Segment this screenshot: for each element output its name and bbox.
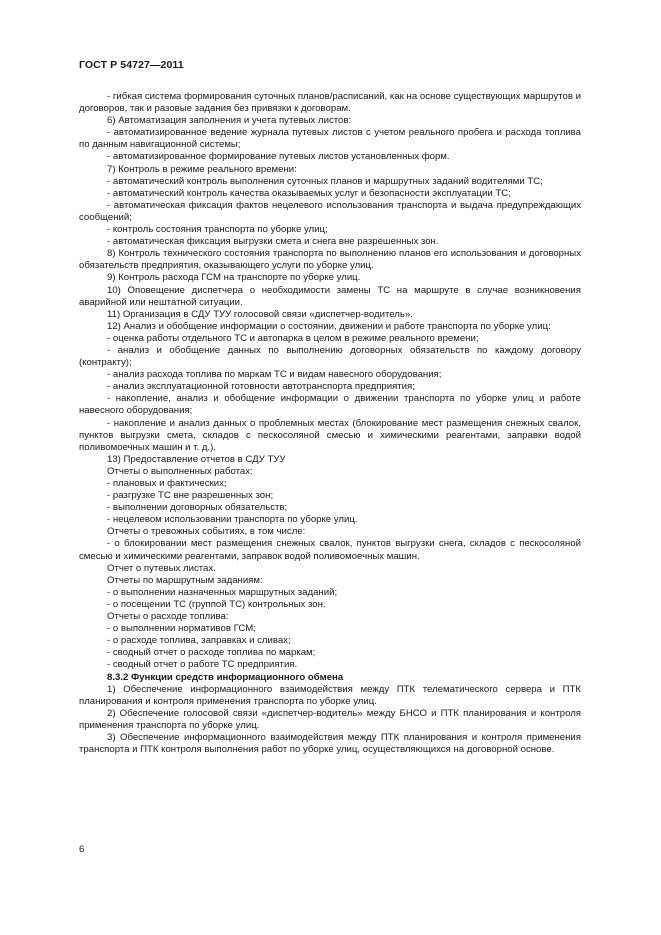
paragraph: - автоматическая фиксация фактов нецелевого использования транспорта и выдача предупреждающих сообщений; bbox=[79, 199, 581, 223]
paragraph: 11) Организация в СДУ ТУУ голосовой связи «диспетчер-водитель». bbox=[107, 308, 413, 320]
paragraph: - разгрузке ТС вне разрешенных зон; bbox=[107, 490, 274, 502]
paragraph: 8) Контроль технического состояния транспорта по выполнению планов его использования и договорных обязательств предприятия, оказывающего услуги по уборке улиц. bbox=[79, 248, 581, 272]
paragraph: - анализ эксплуатационной готовности автотранспорта предприятия; bbox=[107, 381, 415, 393]
paragraph: - автоматическая фиксация выгрузки смета и снега вне разрешенных зон. bbox=[107, 236, 439, 248]
paragraph: - анализ и обобщение данных по выполнению договорных обязательств по каждому договору (контракту); bbox=[79, 344, 581, 369]
paragraph: - контроль состояния транспорта по уборке улиц; bbox=[107, 224, 328, 236]
paragraph: 3) Обеспечение информационного взаимодействия между ПТК планирования и контроля применения транспорта и ПТК контроля выполнения работ по уборке улиц, осуществляющихся на договорной основе. bbox=[79, 731, 581, 756]
paragraph: 6) Автоматизация заполнения и учета путевых листов: bbox=[107, 115, 352, 127]
paragraph: - гибкая система формирования суточных планов/расписаний, как на основе существующих маршрутов и договоров, так и разовые задания без привязки к договорам. bbox=[79, 91, 581, 115]
paragraph: Отчеты о тревожных событиях, в том числе: bbox=[107, 526, 306, 538]
paragraph: 9) Контроль расхода ГСМ на транспорте по уборке улиц. bbox=[107, 272, 361, 284]
paragraph: - автоматизированное ведение журнала путевых листов с учетом реального пробега и расхода топлива по данным навигационной системы; bbox=[79, 127, 581, 151]
paragraph: - о выполнении назначенных маршрутных заданий; bbox=[107, 586, 338, 598]
section-heading: 8.3.2 Функции средств информационного обмена bbox=[107, 671, 344, 683]
paragraph: - сводный отчет о работе ТС предприятия. bbox=[107, 659, 298, 671]
paragraph: - накопление и анализ данных о проблемных местах (блокирование мест размещения снежных свалок, пунктов выгрузки смета, складов с пескосоляной смесью и химическими реагентами, заправки водой поливомоечных машин и т. д.). bbox=[79, 417, 581, 453]
paragraph: - нецелевом использовании транспорта по уборке улиц. bbox=[107, 514, 358, 526]
paragraph: - о расходе топлива, заправках и сливах; bbox=[107, 635, 291, 647]
paragraph: - автоматический контроль выполнения суточных планов и маршрутных заданий водителями ТС; bbox=[107, 175, 543, 187]
paragraph: - о посещении ТС (группой ТС) контрольных зон. bbox=[107, 598, 326, 610]
paragraph: - о блокировании мест размещения снежных свалок, пунктов выгрузки снега, складов с пескосоляной смесью и химическими реагентами, заправок водой поливомоечных машин. bbox=[79, 538, 581, 562]
paragraph: 13) Предоставление отчетов в СДУ ТУУ bbox=[107, 453, 286, 465]
paragraph: - оценка работы отдельного ТС и автопарка в целом в режиме реального времени; bbox=[107, 332, 479, 344]
paragraph: 12) Анализ и обобщение информации о состоянии, движении и работе транспорта по уборке улиц: bbox=[107, 320, 551, 332]
paragraph: - анализ расхода топлива по маркам ТС и видам навесного оборудования; bbox=[107, 369, 442, 381]
paragraph: - выполнении договорных обязательств; bbox=[107, 502, 288, 514]
paragraph: 2) Обеспечение голосовой связи «диспетчер-водитель» между БНСО и ПТК планирования и контроля применения транспорта по уборке улиц. bbox=[79, 707, 581, 731]
paragraph: Отчет о путевых листах. bbox=[107, 562, 216, 574]
paragraph: - плановых и фактических; bbox=[107, 478, 227, 489]
standard-header: ГОСТ Р 54727—2011 bbox=[79, 59, 184, 71]
body-text bbox=[79, 91, 581, 756]
paragraph: - накопление, анализ и обобщение информации о движении транспорта по уборке улиц и работе навесного оборудования; bbox=[79, 393, 581, 417]
paragraph: - сводный отчет о расходе топлива по маркам; bbox=[107, 647, 316, 659]
paragraph: Отчеты о расходе топлива: bbox=[107, 611, 229, 623]
paragraph: 1) Обеспечение информационного взаимодействия между ПТК телематического сервера и ПТК планирования и контроля применения транспорта по уборке улиц. bbox=[79, 683, 581, 707]
paragraph: Отчеты по маршрутным заданиям: bbox=[107, 574, 263, 586]
page-number: 6 bbox=[79, 844, 85, 855]
paragraph: - автоматизированное формирование путевых листов установленных форм. bbox=[107, 151, 450, 163]
paragraph: Отчеты о выполненных работах: bbox=[107, 465, 253, 477]
paragraph: - автоматический контроль качества оказываемых услуг и безопасности эксплуатации ТС; bbox=[107, 187, 511, 199]
paragraph: 7) Контроль в режиме реального времени: bbox=[107, 163, 297, 175]
paragraph: - о выполнении нормативов ГСМ; bbox=[107, 623, 256, 635]
paragraph: 10) Оповещение диспетчера о необходимости замены ТС на маршруте в случае возникновения аварийной или нештатной ситуации. bbox=[79, 284, 581, 308]
